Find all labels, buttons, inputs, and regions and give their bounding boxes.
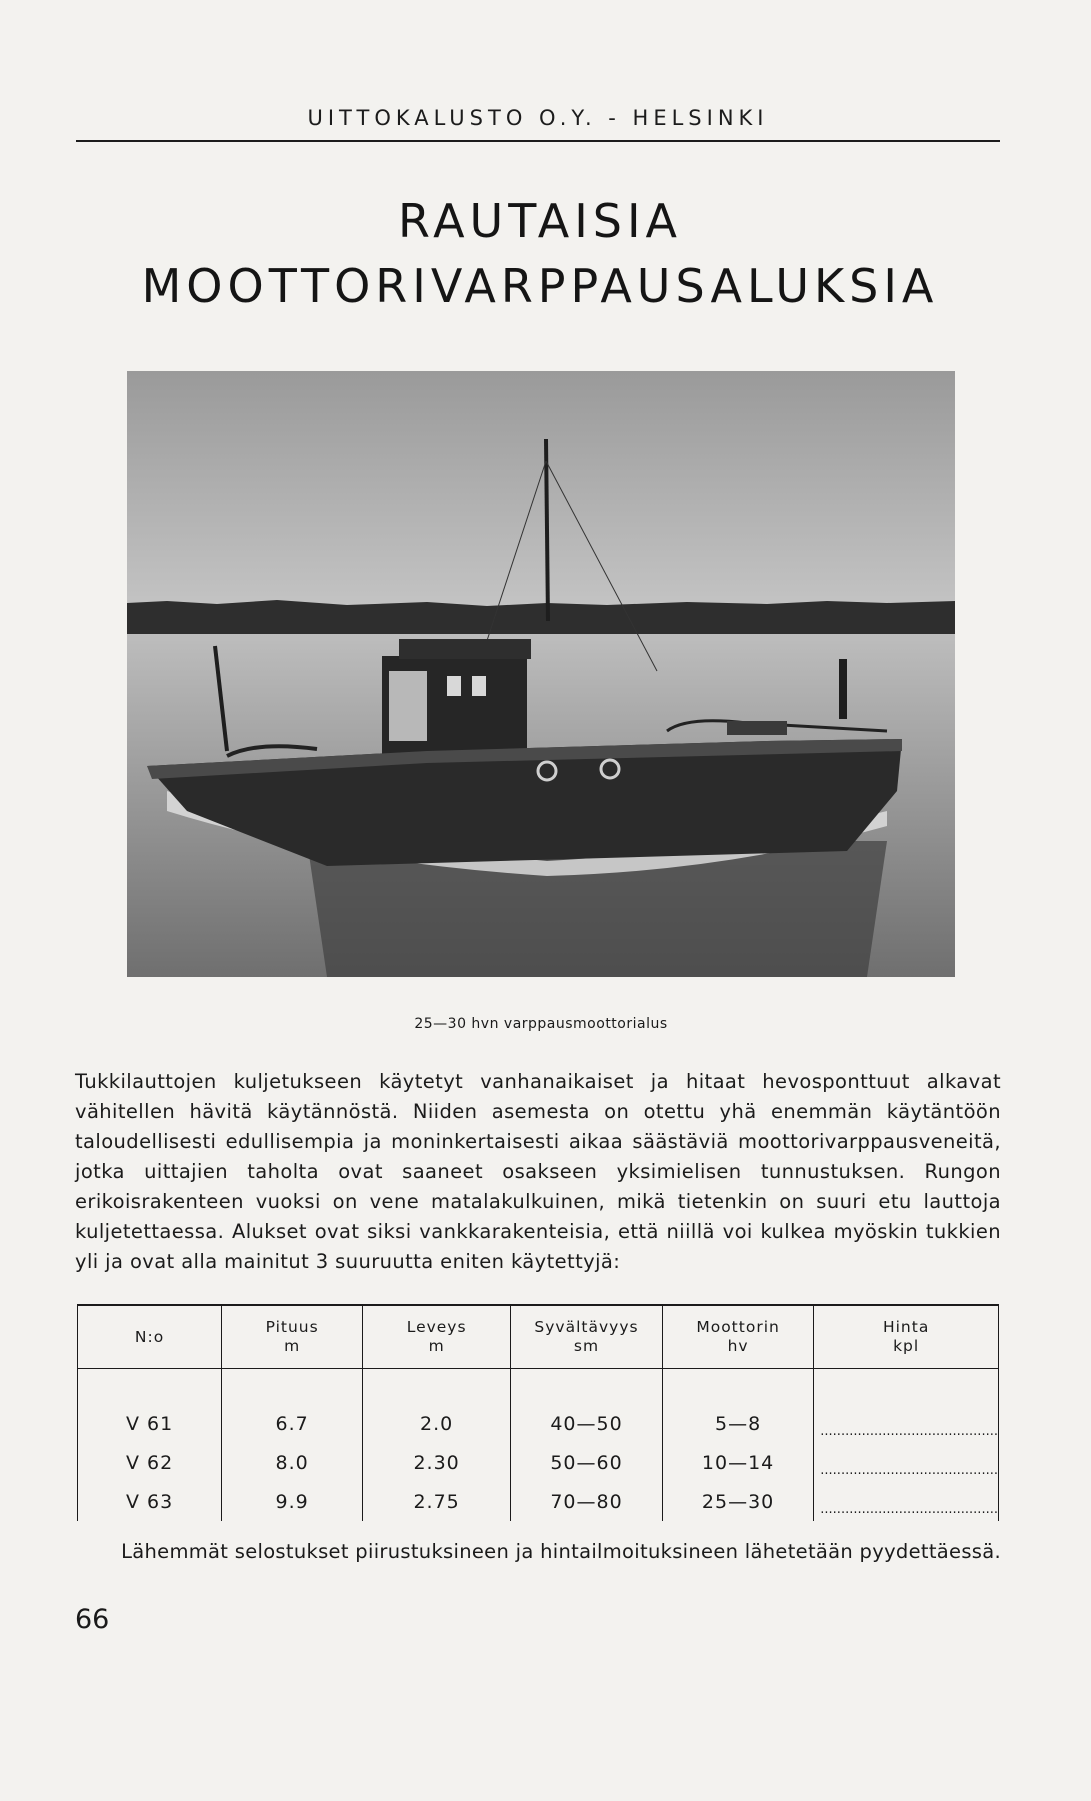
company-header: UITTOKALUSTO O.Y. - HELSINKI	[307, 106, 769, 130]
header-name: Syvältävyys	[534, 1318, 639, 1336]
table-row	[78, 1482, 999, 1521]
cell-width: 2.30	[363, 1443, 511, 1482]
header-name: N:o	[134, 1327, 165, 1346]
cell-engine: 25—30	[662, 1482, 813, 1521]
col-header-width	[363, 1305, 511, 1369]
footer-note: Lähemmät selostukset piirustuksineen ja hintailmoituksineen lähetetään pyydettäessä.	[121, 1540, 1001, 1563]
col-header-price	[814, 1305, 999, 1369]
table-row	[78, 1404, 999, 1443]
col-header-length	[222, 1305, 363, 1369]
cell-engine: 5—8	[662, 1404, 813, 1443]
table-header-row	[78, 1305, 999, 1369]
header-unit: m	[428, 1337, 445, 1355]
col-header-no	[78, 1305, 222, 1369]
cell-width: 2.0	[363, 1404, 511, 1443]
spec-table	[77, 1304, 999, 1521]
header-rule	[76, 140, 1000, 142]
cell-no: V 63	[78, 1482, 222, 1521]
cell-depth: 50—60	[511, 1443, 663, 1482]
cell-length: 8.0	[222, 1443, 363, 1482]
table-spacer-row	[78, 1369, 999, 1405]
cell-price: ...........................................	[814, 1443, 999, 1482]
header-name: Pituus	[265, 1318, 319, 1336]
title-line-2: MOOTTORIVARPPAUSALUKSIA	[141, 259, 939, 313]
cell-depth: 70—80	[511, 1482, 663, 1521]
header-name: Leveys	[406, 1318, 467, 1336]
cell-price: ...........................................	[814, 1404, 999, 1443]
cell-price: ...........................................	[814, 1482, 999, 1521]
cell-length: 9.9	[222, 1482, 363, 1521]
body-text	[75, 1067, 1001, 1277]
cell-length: 6.7	[222, 1404, 363, 1443]
cell-depth: 40—50	[511, 1404, 663, 1443]
cell-no: V 62	[78, 1443, 222, 1482]
page-number: 66	[75, 1604, 110, 1635]
header-unit: kpl	[893, 1337, 920, 1355]
table-row	[78, 1443, 999, 1482]
body-paragraph: Tukkilauttojen kuljetukseen käytetyt vanhanaikaiset ja hitaat hevosponttuut alkavat vähitellen hävitä käytännöstä. Niiden asemesta on otettu yhä enemmän käytäntöön taloudellisesti edullisempia ja moninkertaisesti aikaa säästäviä moottorivarppausveneitä, jotka uittajien taholta ovat saaneet osakseen yksimielisen tunnustuksen. Rungon erikoisrakenteen vuoksi on vene matalakulkuinen, mikä tietenkin on suuri etu lauttoja kuljetettaessa. Alukset ovat siksi vankkarakenteisia, että niillä voi kulkea myöskin tukkien yli ja ovat alla mainitut 3 suuruutta eniten käytettyjä:	[75, 1070, 1001, 1273]
header-name: Moottorin	[696, 1318, 780, 1336]
header-unit: hv	[727, 1337, 749, 1355]
boat-photo	[127, 371, 955, 977]
title-line-1: RAUTAISIA	[397, 194, 683, 248]
cell-no: V 61	[78, 1404, 222, 1443]
header-unit: sm	[573, 1337, 600, 1355]
header-unit: m	[284, 1337, 301, 1355]
cell-width: 2.75	[363, 1482, 511, 1521]
col-header-engine	[662, 1305, 813, 1369]
header-name: Hinta	[882, 1318, 930, 1336]
photo-caption: 25—30 hvn varppausmoottorialus	[414, 1016, 668, 1032]
cell-engine: 10—14	[662, 1443, 813, 1482]
col-header-depth	[511, 1305, 663, 1369]
